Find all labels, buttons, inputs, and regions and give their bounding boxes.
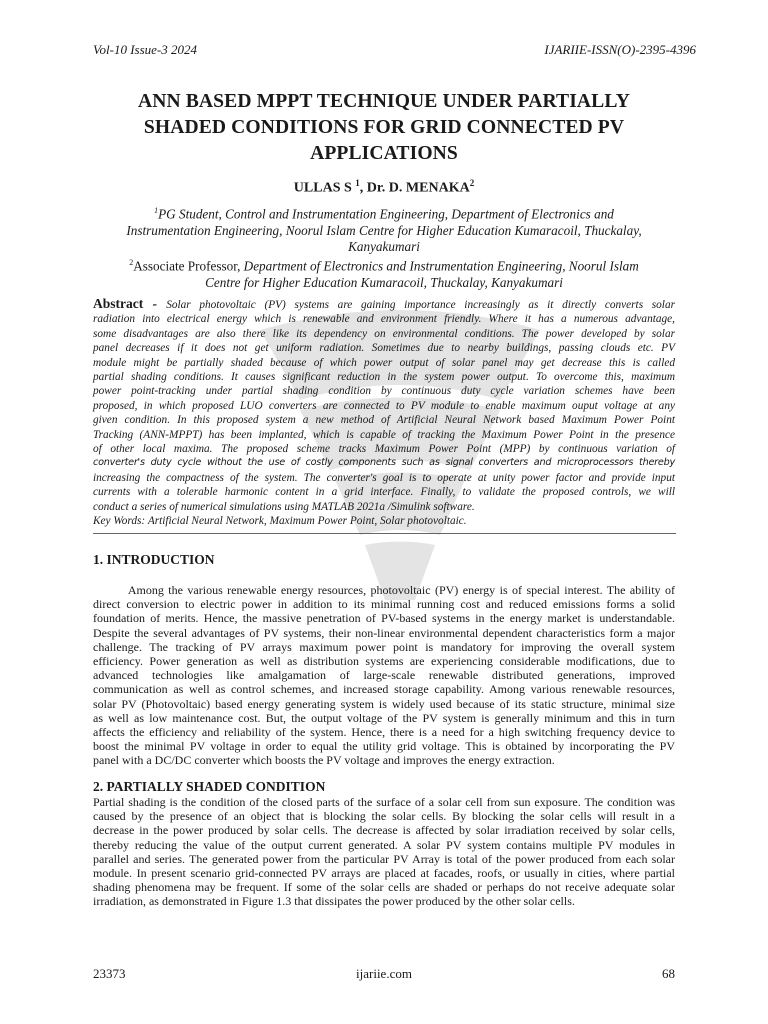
text-line: shading phenomena may be frequent. If some of the solar cells are shaded or perhaps do not receive adequate solar xyxy=(93,880,675,895)
title-line: APPLICATIONS xyxy=(310,143,458,164)
abstract-line: increasing the compactness of the system. The converter's goal is to operate at unity power factor and provide input xyxy=(93,471,675,484)
author-separator: , xyxy=(359,180,367,196)
abstract-line: module might be partially shaded because of which power output of solar panel may get decrease this is called xyxy=(93,356,675,369)
abstract-line: Tracking (ANN-MPPT) has been implanted, which is capable of tracking the Maximum Power Point in the presence xyxy=(93,428,675,441)
text-line: as well as low maintenance cost. But, the output voltage of the PV system is generally minimum and this in turn xyxy=(93,710,675,725)
running-header xyxy=(93,42,696,58)
text-line: decrease in the power produced by solar cells. The decrease is affected by solar irradiation received by solar cells, xyxy=(93,823,675,838)
affil-line: PG Student, Control and Instrumentation Engineering, Department of Electronics and xyxy=(158,206,614,222)
text-line: solar PV (Photovoltaic) based energy generating system is widely used because of its static structure, minimal size xyxy=(93,696,675,711)
keywords: Key Words: Artificial Neural Network, Maximum Power Point, Solar photovoltaic. xyxy=(93,515,467,528)
text-line: parallel and series. The generated power from the particular PV Array is total of the power produced from each solar xyxy=(93,851,675,866)
text-line: challenge. The tracking of PV arrays maximum power point is mandatory for improving the overall system xyxy=(93,639,675,654)
author-name: ULLAS S xyxy=(293,180,352,196)
text-line: boost the minimal PV voltage in order to equal the utility grid voltage. This is obtained by incorporating the PV xyxy=(93,739,675,754)
page-footer xyxy=(93,966,675,982)
abstract-text: Solar photovoltaic (PV) systems are gaining importance increasingly as it directly converts solar xyxy=(166,299,675,311)
affiliations xyxy=(100,203,668,291)
paper-id: 23373 xyxy=(93,966,126,981)
abstract-line: proposed, in which proposed LUO converters are connected to PV module to enable maximum ouput voltage at any xyxy=(93,399,675,412)
text-line: affects the efficiency and reliability of the system. Hence, there is a need for a high switching frequency device to xyxy=(93,725,675,740)
abstract-divider xyxy=(93,533,676,534)
section-heading: 2. PARTIALLY SHADED CONDITION xyxy=(93,779,326,794)
abstract-line: currents with a tolerable harmonic content in a grid interface. Finally, to validate the proposed controls, we will xyxy=(93,486,675,499)
journal-issn: IJARIIE-ISSN(O)-2395-4396 xyxy=(544,42,696,57)
text-line: thereby reducing the value of the output current generated. A solar PV system contains multiple PV modules in xyxy=(93,837,675,852)
text-line: Among the various renewable energy resources, photovoltaic (PV) energy is of special interest. The ability of xyxy=(93,583,675,597)
journal-volume: Vol-10 Issue-3 2024 xyxy=(93,42,197,57)
abstract-line xyxy=(93,297,675,312)
text-line: Partial shading is the condition of the closed parts of the surface of a solar cell from sun exposure. The condition was xyxy=(93,795,675,809)
abstract-line: converter's duty cycle without the use of costly components such as signal converters and microprocessors thereby xyxy=(93,457,675,469)
text-line: caused by the presence of an object that is blocking the solar cells. By blocking the solar cells will result in a xyxy=(93,809,675,824)
paper-title xyxy=(70,89,698,167)
text-line: efficiency. Power generation as well as distribution systems are experiencing considerable modifications, due to xyxy=(93,654,675,669)
abstract-line: radiation into electrical energy which is renewable and environment friendly. Where it has a numerous advantage, xyxy=(93,313,675,326)
affil-line: Department of Electronics and Instrumentation Engineering, Noorul Islam xyxy=(243,258,639,274)
intro-paragraph xyxy=(93,583,675,768)
author-affil-mark: 1 xyxy=(355,178,360,188)
text-line: Despite the several advantages of PV systems, their non-linear environmental dependent characteristics form a major xyxy=(93,625,675,640)
abstract-line: power point-tracking under partial shading condition by continuous duty cycle variation schemes have been xyxy=(93,385,675,398)
text-line: module. In present scenario grid-connected PV arrays are placed at facades, roofs, or usually in cities, where partial xyxy=(93,866,675,881)
text-line: advanced technologies like amalgamation of large-scale renewable distributed generations, improved xyxy=(93,668,675,683)
abstract xyxy=(93,297,675,529)
abstract-label: Abstract - xyxy=(93,296,167,311)
title-line: SHADED CONDITIONS FOR GRID CONNECTED PV xyxy=(143,117,625,138)
abstract-line: given condition. In this proposed system a new method of Artificial Neural Network based Maximum Power Point xyxy=(93,414,675,427)
text-line: panel with a DC/DC converter which boosts the PV voltage and improves the energy extraction. xyxy=(93,753,555,768)
abstract-line: conduct a series of numerical simulations using MATLAB 2021a /Simulink software. xyxy=(93,500,475,513)
abstract-line: panel decreases if it does not get uniform radiation. Sometimes due to nearby buildings, passing clouds etc. PV xyxy=(93,342,675,355)
abstract-line: some disadvantages are also there like its dependency on environmental conditions. The power developed by solar xyxy=(93,327,675,340)
title-line: ANN BASED MPPT TECHNIQUE UNDER PARTIALLY xyxy=(138,91,630,112)
text-line: foundation of merits. Hence, the massive penetration of PV-based systems in the energy market is understandable. xyxy=(93,611,675,626)
author-name: Dr. D. MENAKA xyxy=(366,180,470,196)
section-heading: 1. INTRODUCTION xyxy=(93,552,215,567)
text-line: irradiation, as demonstrated in Figure 1.3 that dissipates the power produced by the other solar cells. xyxy=(93,894,575,909)
text-line: direct conversion to electric power in addition to its minimal running cost and reduced emissions forms a solid xyxy=(93,597,675,612)
affil-mark: 1 xyxy=(154,206,159,215)
site-link[interactable]: ijariie.com xyxy=(356,966,412,981)
affil-mark: 2 xyxy=(129,258,134,268)
author-list xyxy=(70,178,698,197)
affil-role: Associate Professor, xyxy=(133,258,244,274)
affil-line: Kanyakumari xyxy=(348,238,420,254)
affil-line: Instrumentation Engineering, Noorul Islam Centre for Higher Education Kumaracoil, Thuckalay, xyxy=(126,222,642,238)
abstract-line: partial shading conditions. It causes significant reduction in the system power output. To overcome this, maximum xyxy=(93,371,675,384)
abstract-line: of other local maxima. The proposed scheme tracks Maximum Power Point (MPP) by continuous variation of xyxy=(93,443,675,456)
text-line: communication as well as control schemes, and increased storage capability. Among various renewable resources, xyxy=(93,682,675,697)
shading-paragraph xyxy=(93,795,675,909)
affil-line: Centre for Higher Education Kumaracoil, Thuckalay, Kanyakumari xyxy=(205,274,563,290)
author-affil-mark: 2 xyxy=(469,178,475,188)
page-number: 68 xyxy=(662,966,675,981)
